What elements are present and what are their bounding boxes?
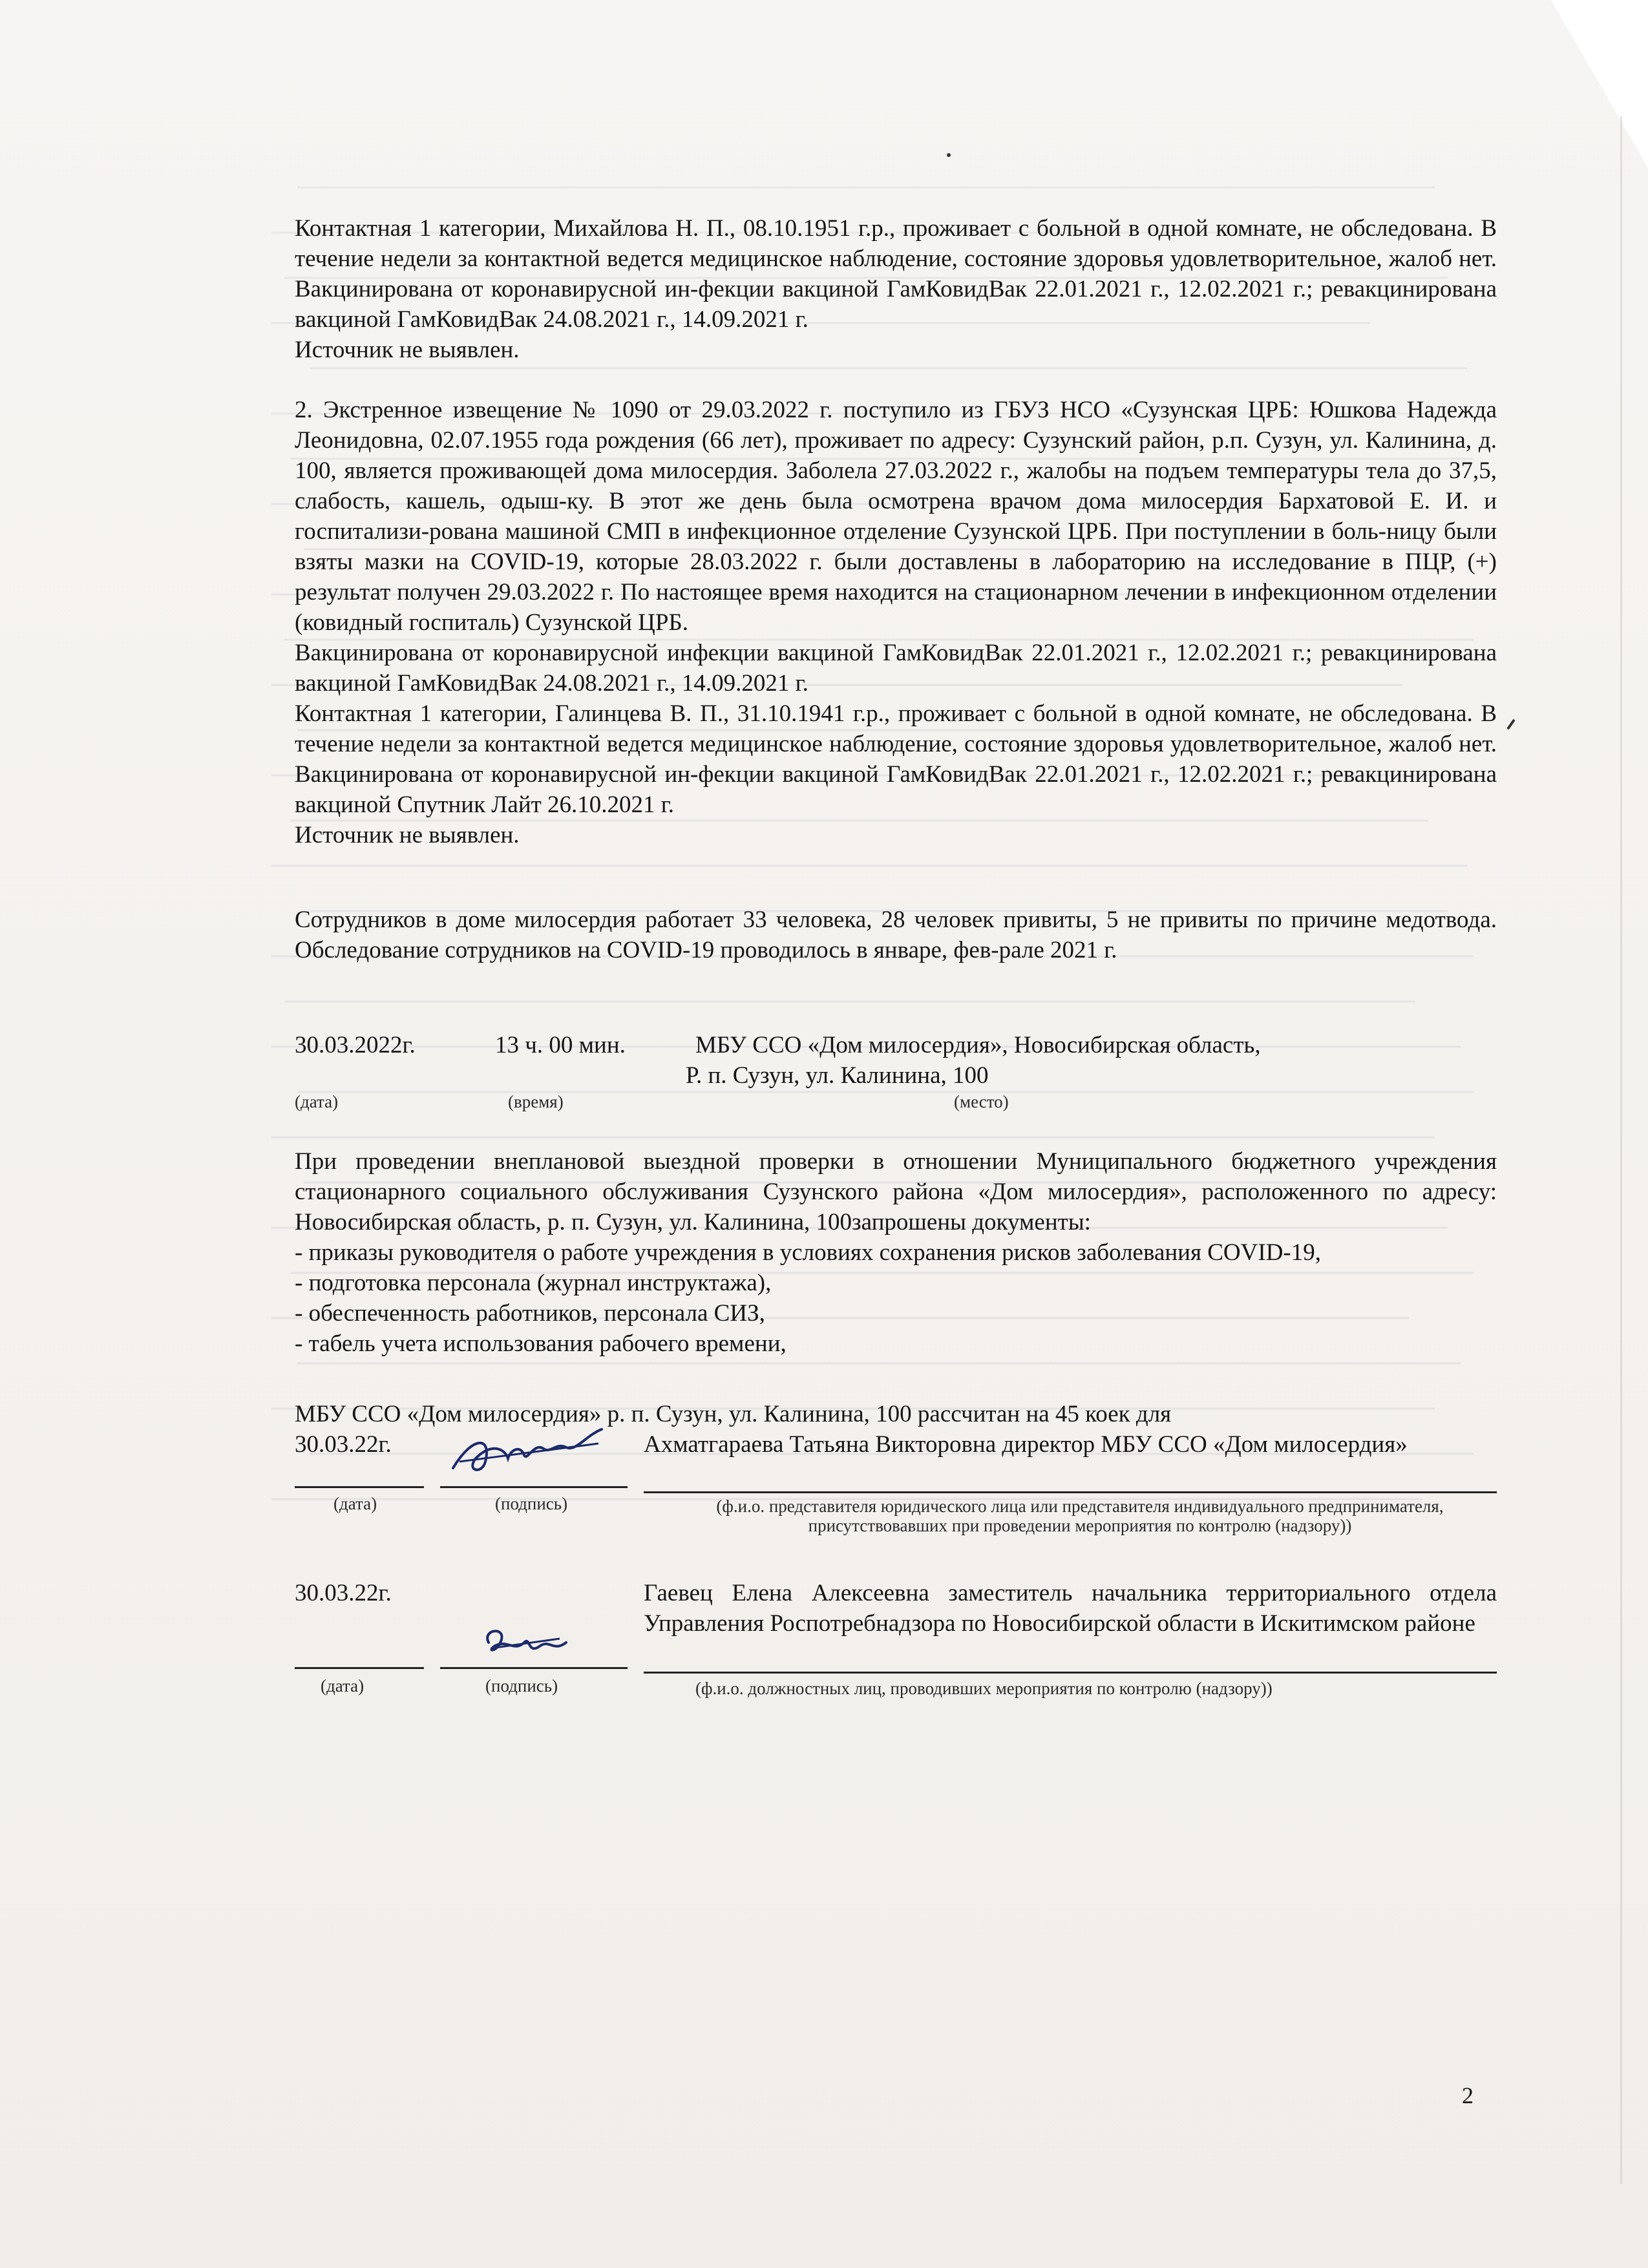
- date-underline: [295, 1667, 424, 1669]
- scan-speck: [947, 153, 951, 157]
- page-number: 2: [1462, 2083, 1474, 2108]
- inspector-name: Гаевец Елена Алексеевна заместитель начальника территориального отдела Управления Роспотребнадзора по Новосибирской области в Искитимском районе: [644, 1580, 1497, 1637]
- requested-doc-item: - табель учета использования рабочего времени,: [295, 1330, 787, 1357]
- caption-date: (дата): [321, 1676, 364, 1696]
- caption-signature: (подпись): [495, 1494, 568, 1513]
- caption-date: (дата): [295, 1092, 339, 1111]
- signature-block-representative: [295, 1429, 1497, 1578]
- scan-speck: [1506, 719, 1516, 730]
- fio-underline: [644, 1491, 1497, 1493]
- signature-block-inspector: [295, 1578, 1497, 1707]
- caption-date: (дата): [333, 1494, 377, 1513]
- emergency-notice-paragraph: 2. Экстренное извещение № 1090 от 29.03.2022 г. поступило из ГБУЗ НСО «Сузунская ЦРБ: Юшкова Надежда Леонидовна, 02.07.1955 года рождения (66 лет), проживает по адресу: Сузунский район, р.п. Сузун, ул. Калинина, д. 100, является проживающей дома милосердия. Заболела 27.03.2022 г., жалобы на подъем температуры тела до 37,5, слабость, кашель, одыш-ку. В этот же день была осмотрена врачом дома милосердия Бархатовой Е. И. и госпитализи-рована машиной СМП в инфекционное отделение Сузунской ЦРБ. При поступлении в боль-ницу были взяты мазки на COVID-19, которые 28.03.2022 г. были доставлены в лабораторию на исследование в ПЦР, (+) результат получен 29.03.2022 г. По настоящее время находится на стационарном лечении в инфекционном отделении (ковидный госпиталь) Сузунской ЦРБ.: [295, 397, 1497, 636]
- fio-underline: [644, 1672, 1497, 1674]
- inspection-datetime-place: [295, 1030, 1497, 1092]
- requested-doc-item: - приказы руководителя о работе учреждения в условиях сохранения рисков заболевания COVID-19,: [295, 1239, 1321, 1266]
- source-not-found-2: Источник не выявлен.: [295, 822, 520, 848]
- caption-signature: (подпись): [485, 1676, 558, 1696]
- date-underline: [295, 1486, 424, 1488]
- caption-time: (время): [508, 1092, 564, 1111]
- caption-fio-inspector: (ф.и.о. должностных лиц, проводивших мероприятия по контролю (надзору)): [695, 1679, 1273, 1698]
- caption-fio-representative: (ф.и.о. представителя юридического лица или представителя индивидуального предпринимателя, присутствовавших при проведении мероприятия по контролю (надзору)): [716, 1496, 1444, 1535]
- requested-doc-item: - подготовка персонала (журнал инструктажа),: [295, 1270, 772, 1296]
- inspection-place-line2: Р. п. Сузун, ул. Калинина, 100: [686, 1062, 989, 1089]
- signature-underline: [440, 1486, 628, 1488]
- inspection-paragraph: При проведении внеплановой выездной проверки в отношении Муниципального бюджетного учреждения стационарного социального обслуживания Сузунского района «Дом милосердия», расположенного по адресу: Новосибирская область, р. п. Сузун, ул. Калинина, 100запрошены документы:: [295, 1148, 1497, 1235]
- caption-place: (место): [954, 1092, 1009, 1111]
- inspection-place-line1: МБУ ССО «Дом милосердия», Новосибирская область,: [695, 1032, 1261, 1058]
- document-body: [295, 213, 1497, 1707]
- contact-paragraph-1: Контактная 1 категории, Михайлова Н. П., 08.10.1951 г.р., проживает с больной в одной комнате, не обследована. В течение недели за контактной ведется медицинское наблюдение, состояние здоровья удовлетворительное, жалоб нет. Вакцинирована от коронавирусной ин-фекции вакциной ГамКовидВак 22.01.2021 г., 12.02.2021 г.; ревакцинирована вакциной ГамКовидВак 24.08.2021 г., 14.09.2021 г.: [295, 215, 1497, 333]
- signature-scribble: [447, 1423, 608, 1484]
- staff-paragraph: Сотрудников в доме милосердия работает 33 человека, 28 человек привиты, 5 не привиты по причине медотвода. Обследование сотрудников на COVID-19 проводилось в январе, фев-рале 2021 г.: [295, 907, 1497, 963]
- folded-corner: [1551, 0, 1648, 168]
- vaccination-paragraph: Вакцинирована от коронавирусной инфекции вакциной ГамКовидВак 22.01.2021 г., 12.02.2021 г.; ревакцинирована вакциной ГамКовидВак 24.08.2021 г., 14.09.2021 г.: [295, 640, 1497, 697]
- inspection-time: 13 ч. 00 мин.: [495, 1032, 626, 1058]
- contact-paragraph-2: Контактная 1 категории, Галинцева В. П., 31.10.1941 г.р., проживает с больной в одной комнате, не обследована. В течение недели за контактной ведется медицинское наблюдение, состояние здоровья удовлетворительное, жалоб нет. Вакцинирована от коронавирусной ин-фекции вакциной ГамКовидВак 22.01.2021 г., 12.02.2021 г.; ревакцинирована вакциной Спутник Лайт 26.10.2021 г.: [295, 700, 1497, 818]
- signature-scribble: [476, 1617, 586, 1668]
- inspection-date: 30.03.2022г.: [295, 1032, 416, 1058]
- requested-documents-list: [295, 1237, 1497, 1359]
- capacity-line: МБУ ССО «Дом милосердия» р. п. Сузун, ул. Калинина, 100 рассчитан на 45 коек для: [295, 1401, 1172, 1427]
- representative-name: Ахматгараева Татьяна Викторовна директор МБУ ССО «Дом милосердия»: [644, 1431, 1408, 1458]
- inspection-captions: [295, 1092, 1497, 1118]
- page-edge-shadow: [1601, 116, 1622, 2184]
- signature-date: 30.03.22г.: [295, 1580, 392, 1606]
- source-not-found-1: Источник не выявлен.: [295, 337, 520, 363]
- signature-date: 30.03.22г.: [295, 1431, 392, 1458]
- requested-doc-item: - обеспеченность работников, персонала СИЗ,: [295, 1300, 765, 1327]
